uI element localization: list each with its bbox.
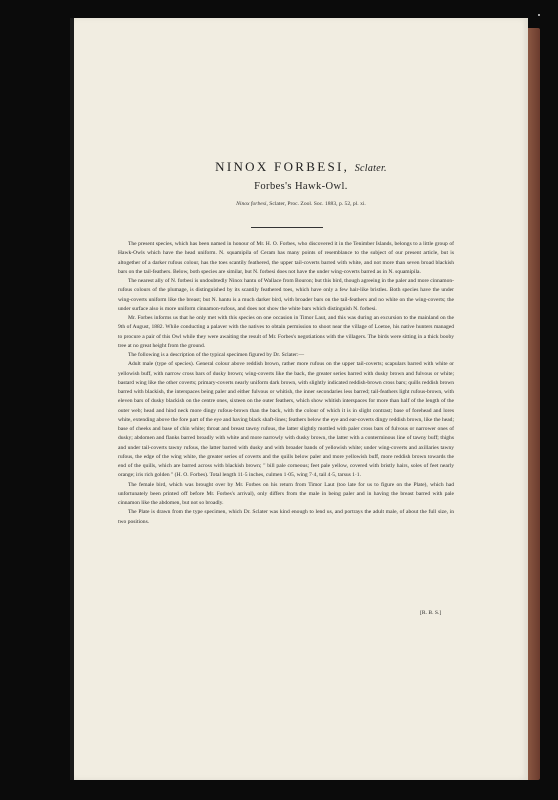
paragraph: The present species, which has been named in honour of Mr. H. O. Forbes, who discovered it in the Tenimber Islands, belongs to a little group of Hawk-Owls which have the head uniform. N. squamipila of Ceram has many points of resemblance to the subject of our present article, but is altogether of a darker rufous colour, has the toes scantily feathered, the upper tail-coverts barred with white, and not more than seven broad blackish bars on the tail-feathers. Below, both species are similar, but N. forbesi does not have the under wing-coverts barred as in N. squamipila.: [118, 241, 454, 275]
paragraph: Adult male (type of species). General colour above reddish brown, rather more rufous on the upper tail-coverts; scapulars barred with white or yellowish buff, with narrow cross bars of dusky brown; wing-coverts like the back, the greater series barred with dusky brown and fulvous or white; bastard wing like the other coverts; primary-coverts nearly uniform dark brown, with slightly indicated reddish-brown cross bars; quills reddish brown barred with blackish, the interspaces being paler and either fulvous or whitish, the inner secondaries less barred; tail-feathers light rufous-brown, with eleven bars of dusky blackish on the centre ones, sixteen on the outer feathers, which show whitish interspaces for more than half of the length of the outer web; head and hind neck more dingy rufous-brown than the back, with the colour of which it is in slight contrast; base of forehead and lores white, extending above the fore part of the eye and having black shaft-lines; feathers below the eye and ear-coverts dingy reddish brown, like the head; base of cheeks and base of chin white; throat and breast tawny rufous, the latter slightly mottled with paler cross bars of fulvous or narrower ones of dusky; abdomen and flanks barred broadly with white and more narrowly with dusky brown, the latter with a conterminous line of tawny buff; thighs and under tail-coverts tawny rufous, the latter barred with dusky and with broader bands of yellowish white; under wing-coverts and axillaries tawny rufous, the edge of the wing white, the greater series of coverts and the quills below paler and more yellowish buff, more reddish brown towards the end of the quills, which are barred across with blackish brown; " bill pale corneous; feet pale yellow, covered with bristly hairs, soles of feet nearly orange; iris rich golden " (H. O. Forbes). Total length 11·5 inches, culmen 1·05, wing 7·4, tail 4·5, tarsus 1·1.: [118, 361, 454, 479]
paragraph: The nearest ally of N. forbesi is undoubtedly Ninox hantu of Wallace from Bouron; but this bird, though agreeing in the paler and more cinnamon-rufous colours of the plumage, is distinguished by its scantily feathered toes, which have only a few hair-like bristles. Both species have the under wing-coverts uniform like the breast; but N. hantu is a much darker bird, with broader bars on the tail-feathers and no white on the wing-coverts; the under surface also is more uniform cinnamon-rufous, and does not show the white bars which distinguish N. forbesi.: [118, 278, 454, 312]
scan-artifact-dot: [538, 14, 540, 16]
page-subtitle: Forbes's Hawk-Owl.: [254, 181, 348, 192]
citation-name: Ninox forbesi,: [236, 201, 268, 207]
citation-reference: Sclater, Proc. Zool. Soc. 1883, p. 52, pl. xi.: [267, 201, 366, 207]
article-body: [118, 240, 454, 527]
author-signature: [R. B. S.]: [420, 610, 442, 616]
paragraph: Mr. Forbes informs us that he only met with this species on one occasion in Timor Laut, and this was during an excursion to the mainland on the 9th of August, 1882. While conducting a palaver with the natives to obtain permission to shoot near the village of Loetoe, his native hunters managed to procure a pair of this Owl while they were awaiting the result of Mr. Forbes's negotiations with the villagers. The birds were sitting in a thick booby tree at no great height from the ground.: [118, 315, 454, 349]
paragraph: The female bird, which was brought over by Mr. Forbes on his return from Timor Laut (too late for us to figure on the Plate), which had unfortunately been printed off before Mr. Forbes's arrival), only differs from the male in being paler and in having the breast barred with pale cinnamon like the abdomen, but not so broadly.: [118, 481, 454, 506]
page-title: [74, 159, 528, 175]
paragraph: The Plate is drawn from the type specimen, which Dr. Sclater was kind enough to lend us, and portrays the adult male, of about the full size, in two positions.: [118, 509, 454, 525]
paragraph: The following is a description of the typical specimen figured by Dr. Sclater:—: [128, 352, 305, 358]
species-name: NINOX FORBESI,: [215, 159, 350, 174]
title-divider: [251, 227, 323, 228]
citation: [74, 201, 528, 207]
species-author: Sclater.: [354, 163, 387, 174]
